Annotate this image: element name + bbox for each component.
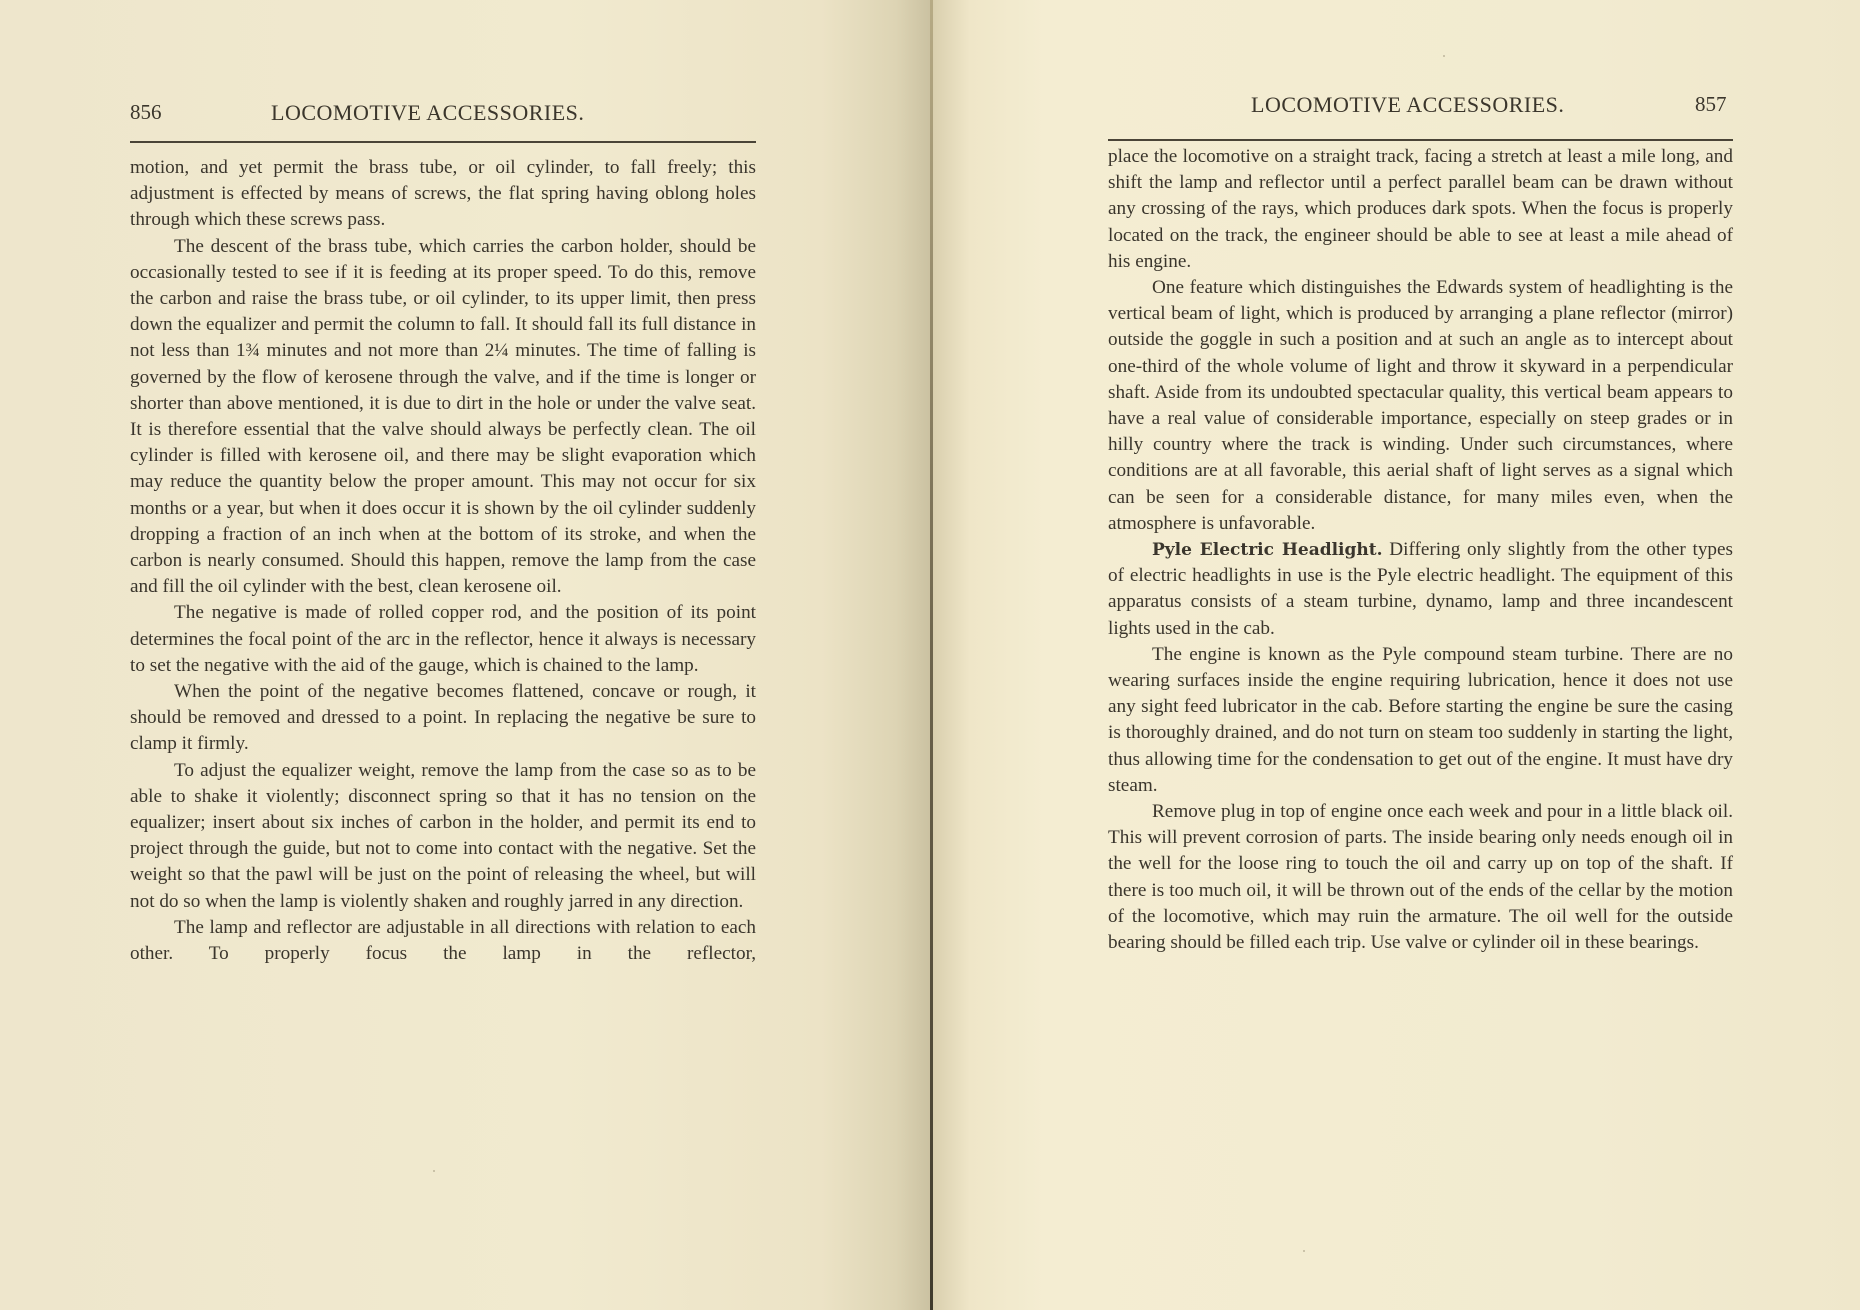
header-rule-right (1108, 139, 1733, 141)
page-number-left: 856 (130, 100, 162, 124)
body-text-left (130, 155, 756, 967)
header-rule-left (130, 141, 756, 143)
paragraph: The descent of the brass tube, which carries the carbon holder, should be occasionally tested to see if it is feeding at its proper speed. To do this, remove the carbon and raise the brass tube, or oil cylinder, to its upper limit, then press down the equalizer and permit the column to fall. It should fall its full distance in not less than 1¾ minutes and not more than 2¼ minutes. The time of falling is governed by the flow of kerosene through the valve, and if the time is longer or shorter than above mentioned, it is due to dirt in the hole or under the valve seat. It is therefore essential that the valve should always be perfectly clean. The oil cylinder is filled with kerosene oil, and there may be slight evaporation which may reduce the quantity below the proper amount. This may not occur for six months or a year, but when it does occur it is shown by the oil cylinder suddenly dropping a fraction of an inch when at the bottom of its stroke, and when the carbon is nearly consumed. Should this happen, remove the lamp from the case and fill the oil cylinder with the best, clean kerosene oil. (130, 235, 756, 598)
paragraph: One feature which distinguishes the Edwards system of headlighting is the vertical beam of light, which is produced by arranging a plane reflector (mirror) outside the goggle in such a position and at such an angle as to intercept about one-third of the whole volume of light and throw it skyward in a perpendicular shaft. Aside from its undoubted spectacular quality, this vertical beam appears to have a real value of considerable importance, especially on steep grades or in hilly country where the track is winding. Under such circumstances, where conditions are at all favorable, this aerial shaft of light serves as a signal which can be seen for a considerable distance, for many miles even, when the atmosphere is unfavorable. (1108, 277, 1733, 534)
paragraph: place the locomotive on a straight track, facing a stretch at least a mile long, and shift the lamp and reflector until a perfect parallel beam can be drawn without any crossing of the rays, which produces dark spots. When the focus is properly located on the track, the engineer should be able to see at least a mile ahead of his engine. (1108, 146, 1733, 272)
section-run-in-heading: Pyle Electric Headlight. (1152, 540, 1383, 561)
paragraph: motion, and yet permit the brass tube, or oil cylinder, to fall freely; this adjustment is effected by means of screws, the flat spring having oblong holes through which these screws pass. (130, 157, 756, 231)
paragraph: Remove plug in top of engine once each week and pour in a little black oil. This will prevent corrosion of parts. The inside bearing only needs enough oil in the well for the loose ring to touch the oil and carry up on top of the shaft. If there is too much oil, it will be thrown out of the ends of the cellar by the motion of the locomotive, which may ruin the armature. The oil well for the outside bearing should be filled each trip. Use valve or cylinder oil in these bearings. (1108, 801, 1733, 954)
right-page (933, 0, 1860, 1310)
paper-fleck (1303, 1250, 1305, 1252)
paragraph: To adjust the equalizer weight, remove the lamp from the case so as to be able to shake it violently; disconnect spring so that it has no tension on the equalizer; insert about six inches of carbon in the holder, and permit its end to project through the guide, but not to come into contact with the negative. Set the weight so that the pawl will be just on the point of releasing the wheel, but will not do so when the lamp is violently shaken and roughly jarred in any direction. (130, 759, 756, 912)
paragraph-pyle-headlight (1108, 537, 1733, 642)
paragraph-continued: The lamp and reflector are adjustable in all directions with relation to each other. To properly focus the lamp in the reflector, (130, 916, 756, 965)
paper-fleck (1443, 55, 1445, 57)
running-head-right: LOCOMOTIVE ACCESSORIES. (1251, 92, 1565, 117)
paragraph-text: Differing only slightly from the other types of electric headlights in use is the Pyle electric headlight. The equipment of this apparatus consists of a steam turbine, dynamo, lamp and three incandescent lights used in the cab. (1108, 539, 1733, 639)
paragraph: When the point of the negative becomes flattened, concave or rough, it should be removed and dressed to a point. In replacing the negative be sure to clamp it firmly. (130, 681, 756, 755)
page-number-right: 857 (1695, 92, 1727, 116)
body-text-right (1108, 144, 1733, 956)
paper-fleck (433, 1170, 435, 1172)
paragraph: The negative is made of rolled copper rod, and the position of its point determines the focal point of the arc in the reflector, hence it always is necessary to set the negative with the aid of the gauge, which is chained to the lamp. (130, 602, 756, 676)
running-head-left: LOCOMOTIVE ACCESSORIES. (271, 100, 585, 125)
paragraph: The engine is known as the Pyle compound steam turbine. There are no wearing surfaces inside the engine requiring lubrication, hence it does not use any sight feed lubricator in the cab. Before starting the engine be sure the casing is thoroughly drained, and do not turn on steam too suddenly in starting the light, thus allowing time for the condensation to get out of the engine. It must have dry steam. (1108, 643, 1733, 796)
